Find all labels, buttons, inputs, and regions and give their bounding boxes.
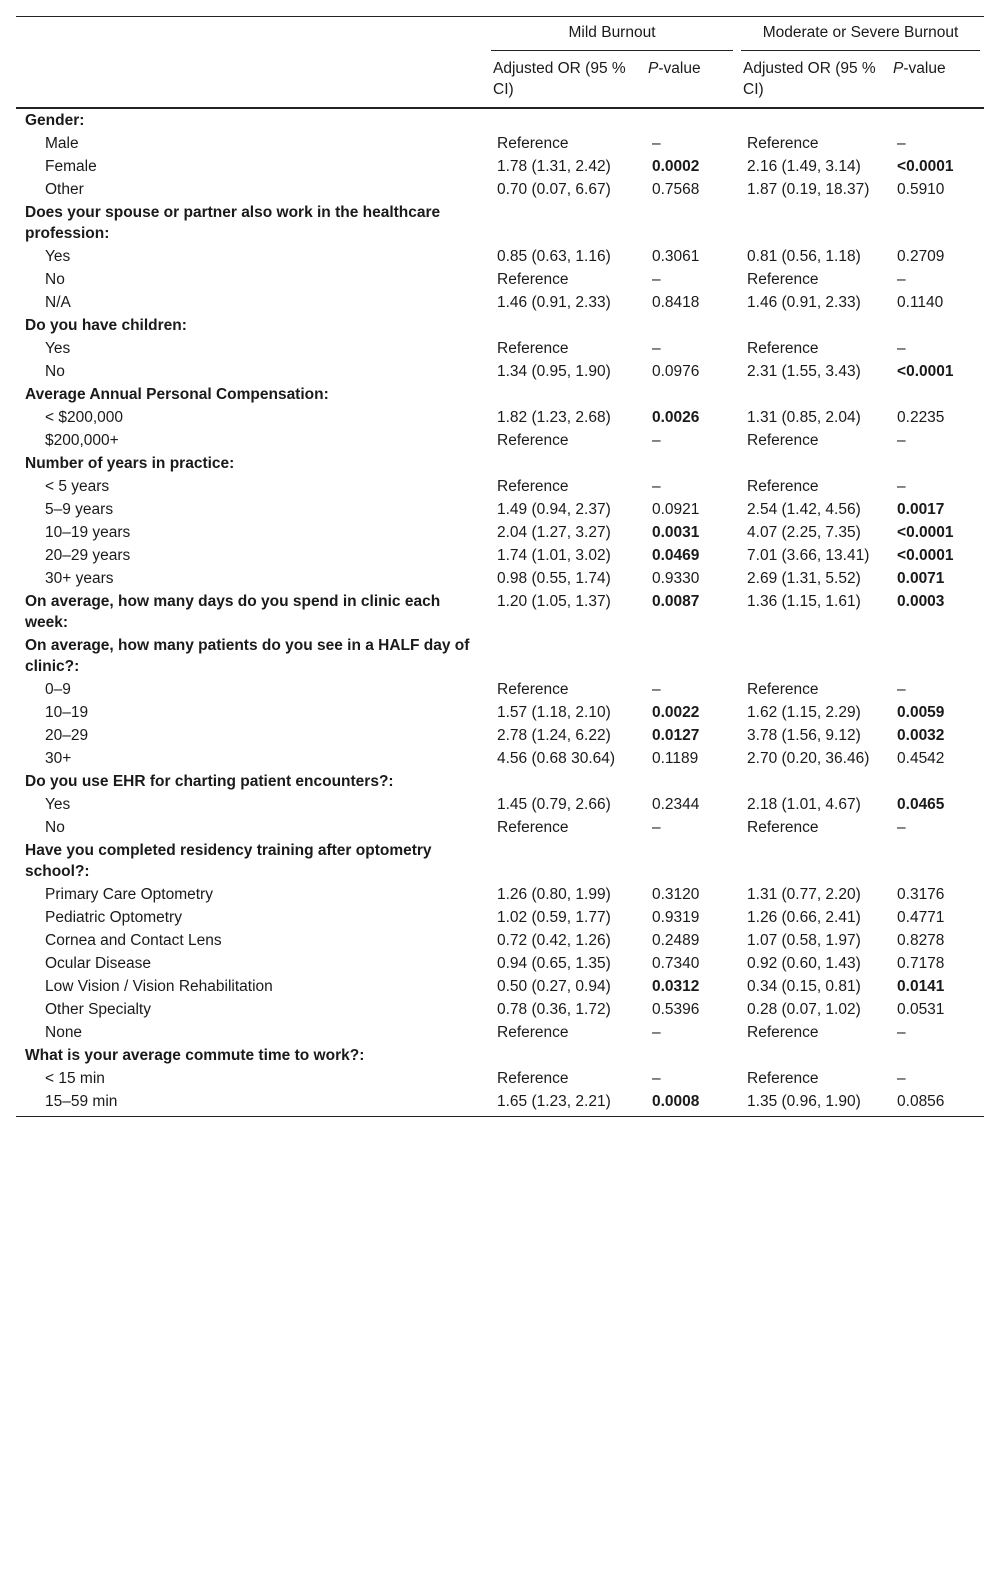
p-moderate-value: 0.0856 bbox=[887, 1090, 984, 1117]
empty-cell bbox=[487, 383, 642, 406]
p-moderate-value: – bbox=[897, 135, 906, 152]
p-mild-value: 0.0312 bbox=[652, 978, 700, 995]
p-mild-value: – bbox=[652, 271, 661, 288]
empty-cell bbox=[642, 452, 737, 475]
or-mild-value: 0.78 (0.36, 1.72) bbox=[497, 1001, 611, 1018]
or-moderate-value: 3.78 (1.56, 9.12) bbox=[747, 727, 861, 744]
or-mild-value: 4.56 (0.68 30.64) bbox=[497, 750, 616, 767]
row-label: None bbox=[45, 1024, 83, 1041]
or-mild-value: 1.46 (0.91, 2.33) bbox=[497, 294, 611, 311]
or-mild-value: Reference bbox=[497, 271, 569, 288]
p-mild-value: 0.0921 bbox=[652, 501, 700, 518]
p-suffix-label: -value bbox=[903, 60, 946, 77]
or-mild-value: Reference bbox=[497, 478, 569, 495]
p-moderate-value: 0.0017 bbox=[897, 501, 945, 518]
row-label: 30+ years bbox=[45, 570, 114, 587]
section-row bbox=[16, 839, 984, 883]
p-moderate-value: <0.0001 bbox=[897, 524, 954, 541]
or-moderate-value: 0.81 (0.56, 1.18) bbox=[747, 248, 861, 265]
empty-cell bbox=[737, 201, 887, 245]
or-mild-value: 2.78 (1.24, 6.22) bbox=[497, 727, 611, 744]
row-label: Ocular Disease bbox=[45, 955, 151, 972]
row-label: On average, how many days do you spend in clinic each week: bbox=[25, 593, 441, 631]
empty-cell bbox=[887, 108, 984, 132]
p-moderate-value: 0.2235 bbox=[897, 409, 945, 426]
or-mild-value: 1.82 (1.23, 2.68) bbox=[497, 409, 611, 426]
table-row bbox=[16, 724, 984, 747]
section-row bbox=[16, 314, 984, 337]
or-moderate-value: 2.31 (1.55, 3.43) bbox=[747, 363, 861, 380]
row-label: No bbox=[45, 271, 65, 288]
row-label: Other bbox=[45, 181, 84, 198]
empty-cell bbox=[737, 383, 887, 406]
p-italic-label: P bbox=[648, 60, 659, 77]
p-moderate-value: 0.1140 bbox=[897, 294, 944, 311]
p-mild-value: 0.0031 bbox=[652, 524, 700, 541]
section-label: Number of years in practice: bbox=[25, 455, 235, 472]
or-mild-value: 1.57 (1.18, 2.10) bbox=[497, 704, 611, 721]
row-label: < $200,000 bbox=[45, 409, 124, 426]
or-moderate-value: Reference bbox=[747, 681, 819, 698]
p-moderate-value: 0.8278 bbox=[897, 932, 945, 949]
p-mild-value: 0.3061 bbox=[652, 248, 700, 265]
row-label: < 15 min bbox=[45, 1070, 105, 1087]
empty-cell bbox=[487, 314, 642, 337]
p-mild-value: 0.0026 bbox=[652, 409, 700, 426]
p-moderate-value: 0.0032 bbox=[897, 727, 945, 744]
table-body bbox=[16, 108, 984, 1117]
table-row bbox=[16, 793, 984, 816]
table-row bbox=[16, 701, 984, 724]
section-row bbox=[16, 634, 984, 678]
row-label: No bbox=[45, 363, 65, 380]
section-row bbox=[16, 383, 984, 406]
or-moderate-value: 1.62 (1.15, 2.29) bbox=[747, 704, 861, 721]
p-moderate-value: <0.0001 bbox=[897, 363, 954, 380]
or-mild-value: 1.20 (1.05, 1.37) bbox=[497, 593, 611, 610]
p-mild-value: 0.0008 bbox=[642, 1090, 737, 1117]
p-mild-value: 0.0087 bbox=[652, 593, 700, 610]
empty-cell bbox=[642, 383, 737, 406]
p-mild-value: 0.2489 bbox=[652, 932, 700, 949]
section-label: Gender: bbox=[25, 112, 85, 129]
header-blank-2 bbox=[16, 58, 487, 108]
or-moderate-value: 2.54 (1.42, 4.56) bbox=[747, 501, 861, 518]
table-row bbox=[16, 268, 984, 291]
empty-cell bbox=[737, 634, 887, 678]
p-moderate-value: 0.0465 bbox=[897, 796, 945, 813]
row-label: Primary Care Optometry bbox=[45, 886, 213, 903]
p-moderate-value: 0.0531 bbox=[897, 1001, 945, 1018]
or-moderate-value: 2.18 (1.01, 4.67) bbox=[747, 796, 861, 813]
row-label: Yes bbox=[45, 340, 71, 357]
or-moderate-value: 0.92 (0.60, 1.43) bbox=[747, 955, 861, 972]
p-moderate-value: 0.0003 bbox=[897, 593, 945, 610]
p-mild-value: 0.7568 bbox=[652, 181, 700, 198]
section-label: Do you use EHR for charting patient encounters?: bbox=[25, 773, 394, 790]
empty-cell bbox=[737, 108, 887, 132]
p-moderate-value: 0.3176 bbox=[897, 886, 945, 903]
p-moderate-value: – bbox=[897, 1024, 906, 1041]
empty-cell bbox=[487, 839, 642, 883]
p-suffix-label: -value bbox=[658, 60, 701, 77]
row-label: Female bbox=[45, 158, 97, 175]
or-moderate-value: 1.07 (0.58, 1.97) bbox=[747, 932, 861, 949]
table-row bbox=[16, 337, 984, 360]
or-mild-value: 1.45 (0.79, 2.66) bbox=[497, 796, 611, 813]
section-label: Have you completed residency training after optometry school?: bbox=[25, 842, 432, 880]
empty-cell bbox=[487, 201, 642, 245]
table-row bbox=[16, 1067, 984, 1090]
table-row bbox=[16, 906, 984, 929]
row-label: 20–29 years bbox=[45, 547, 131, 564]
row-label: 20–29 bbox=[45, 727, 89, 744]
p-moderate-value: 0.0071 bbox=[897, 570, 945, 587]
p-mild-value: 0.0002 bbox=[652, 158, 700, 175]
section-row bbox=[16, 108, 984, 132]
or-mild-value: Reference bbox=[497, 681, 569, 698]
empty-cell bbox=[887, 1044, 984, 1067]
p-mild-value: – bbox=[652, 478, 661, 495]
row-label: $200,000+ bbox=[45, 432, 119, 449]
row-label: Cornea and Contact Lens bbox=[45, 932, 222, 949]
row-label: 10–19 years bbox=[45, 524, 131, 541]
or-mild-value: Reference bbox=[497, 432, 569, 449]
or-moderate-value: Reference bbox=[747, 478, 819, 495]
or-moderate-value: Reference bbox=[747, 819, 819, 836]
p-moderate-value: 0.4771 bbox=[897, 909, 945, 926]
burnout-odds-table bbox=[16, 16, 984, 1117]
or-moderate-value: 1.31 (0.77, 2.20) bbox=[747, 886, 861, 903]
or-mild-value: 0.50 (0.27, 0.94) bbox=[497, 978, 611, 995]
table-row bbox=[16, 544, 984, 567]
section-label: On average, how many patients do you see in a HALF day of clinic?: bbox=[25, 637, 470, 675]
p-moderate-value: – bbox=[897, 340, 906, 357]
empty-cell bbox=[737, 1044, 887, 1067]
row-label: 15–59 min bbox=[16, 1090, 487, 1117]
header-or-mild: Adjusted OR (95 % CI) bbox=[487, 58, 642, 108]
p-moderate-value: – bbox=[897, 432, 906, 449]
header-p-moderate bbox=[887, 58, 984, 108]
p-mild-value: – bbox=[652, 340, 661, 357]
table-row bbox=[16, 406, 984, 429]
or-moderate-value: Reference bbox=[747, 271, 819, 288]
or-mild-value: Reference bbox=[497, 340, 569, 357]
p-mild-value: 0.5396 bbox=[652, 1001, 700, 1018]
empty-cell bbox=[487, 770, 642, 793]
row-label: Yes bbox=[45, 248, 71, 265]
table-row bbox=[16, 245, 984, 268]
table-row bbox=[16, 360, 984, 383]
p-moderate-value: 0.5910 bbox=[897, 181, 945, 198]
table-row bbox=[16, 475, 984, 498]
table-row bbox=[16, 998, 984, 1021]
or-moderate-value: Reference bbox=[747, 1024, 819, 1041]
or-moderate-value: Reference bbox=[747, 135, 819, 152]
empty-cell bbox=[487, 452, 642, 475]
p-mild-value: – bbox=[652, 1070, 661, 1087]
row-label: N/A bbox=[45, 294, 71, 311]
empty-cell bbox=[487, 634, 642, 678]
p-moderate-value: – bbox=[897, 271, 906, 288]
p-moderate-value: – bbox=[897, 1070, 906, 1087]
section-label: Does your spouse or partner also work in the healthcare profession: bbox=[25, 204, 441, 242]
row-label: 0–9 bbox=[45, 681, 71, 698]
p-mild-value: – bbox=[652, 819, 661, 836]
row-label: Low Vision / Vision Rehabilitation bbox=[45, 978, 273, 995]
section-row bbox=[16, 201, 984, 245]
p-moderate-value: <0.0001 bbox=[897, 547, 954, 564]
or-moderate-value: Reference bbox=[747, 432, 819, 449]
or-mild-value: 1.78 (1.31, 2.42) bbox=[497, 158, 611, 175]
or-mild-value: Reference bbox=[497, 1024, 569, 1041]
row-label: 5–9 years bbox=[45, 501, 114, 518]
p-mild-value: 0.3120 bbox=[652, 886, 700, 903]
p-moderate-value: 0.2709 bbox=[897, 248, 945, 265]
empty-cell bbox=[487, 108, 642, 132]
empty-cell bbox=[642, 839, 737, 883]
or-moderate-value: 2.16 (1.49, 3.14) bbox=[747, 158, 861, 175]
p-italic-label: P bbox=[893, 60, 904, 77]
p-mild-value: 0.0976 bbox=[652, 363, 700, 380]
or-mild-value: 0.98 (0.55, 1.74) bbox=[497, 570, 611, 587]
table-row bbox=[16, 747, 984, 770]
table-row bbox=[16, 678, 984, 701]
or-mild-value: 0.72 (0.42, 1.26) bbox=[497, 932, 611, 949]
table-row bbox=[16, 952, 984, 975]
p-moderate-value: – bbox=[897, 681, 906, 698]
table-row bbox=[16, 521, 984, 544]
or-mild-value: 0.85 (0.63, 1.16) bbox=[497, 248, 611, 265]
p-moderate-value: – bbox=[897, 819, 906, 836]
row-label: 30+ bbox=[45, 750, 72, 767]
row-label: Male bbox=[45, 135, 79, 152]
table-row bbox=[16, 429, 984, 452]
or-mild-value: Reference bbox=[497, 819, 569, 836]
table-row bbox=[16, 132, 984, 155]
empty-cell bbox=[642, 770, 737, 793]
or-mild-value: 1.34 (0.95, 1.90) bbox=[497, 363, 611, 380]
p-mild-value: 0.2344 bbox=[652, 796, 700, 813]
table-row bbox=[16, 929, 984, 952]
or-mild-value: 0.70 (0.07, 6.67) bbox=[497, 181, 611, 198]
or-moderate-value: 0.28 (0.07, 1.02) bbox=[747, 1001, 861, 1018]
p-mild-value: 0.7340 bbox=[652, 955, 700, 972]
table-row bbox=[16, 816, 984, 839]
or-mild-value: Reference bbox=[497, 135, 569, 152]
p-moderate-value: 0.7178 bbox=[897, 955, 945, 972]
empty-cell bbox=[887, 201, 984, 245]
table-row bbox=[16, 178, 984, 201]
empty-cell bbox=[642, 1044, 737, 1067]
group-mild-label: Mild Burnout bbox=[491, 22, 733, 51]
or-moderate-value: 1.46 (0.91, 2.33) bbox=[747, 294, 861, 311]
p-mild-value: – bbox=[652, 432, 661, 449]
header-group-moderate-severe bbox=[737, 17, 984, 59]
empty-cell bbox=[737, 839, 887, 883]
empty-cell bbox=[737, 770, 887, 793]
p-mild-value: – bbox=[652, 681, 661, 698]
empty-cell bbox=[737, 452, 887, 475]
p-moderate-value: 0.4542 bbox=[897, 750, 945, 767]
p-moderate-value: 0.0141 bbox=[897, 978, 945, 995]
header-p-mild bbox=[642, 58, 737, 108]
section-label: Do you have children: bbox=[25, 317, 187, 334]
row-label: Yes bbox=[45, 796, 71, 813]
section-label: What is your average commute time to work?: bbox=[25, 1047, 365, 1064]
row-label: Pediatric Optometry bbox=[45, 909, 182, 926]
empty-cell bbox=[887, 452, 984, 475]
header-blank bbox=[16, 17, 487, 59]
or-mild-value: 0.94 (0.65, 1.35) bbox=[497, 955, 611, 972]
empty-cell bbox=[887, 839, 984, 883]
or-moderate-value: 4.07 (2.25, 7.35) bbox=[747, 524, 861, 541]
empty-cell bbox=[642, 108, 737, 132]
or-moderate-value: 1.87 (0.19, 18.37) bbox=[747, 181, 870, 198]
or-moderate-value: Reference bbox=[747, 340, 819, 357]
section-row bbox=[16, 452, 984, 475]
p-mild-value: 0.0022 bbox=[652, 704, 700, 721]
section-row bbox=[16, 770, 984, 793]
p-mild-value: – bbox=[652, 135, 661, 152]
p-mild-value: – bbox=[652, 1024, 661, 1041]
p-moderate-value: <0.0001 bbox=[897, 158, 954, 175]
row-label: 10–19 bbox=[45, 704, 89, 721]
or-moderate-value: 2.70 (0.20, 36.46) bbox=[747, 750, 870, 767]
or-mild-value: 1.65 (1.23, 2.21) bbox=[487, 1090, 642, 1117]
or-moderate-value: 7.01 (3.66, 13.41) bbox=[747, 547, 870, 564]
p-moderate-value: 0.0059 bbox=[897, 704, 945, 721]
table-row bbox=[16, 1090, 984, 1117]
table-row bbox=[16, 155, 984, 178]
empty-cell bbox=[487, 1044, 642, 1067]
p-mild-value: 0.9330 bbox=[652, 570, 700, 587]
p-mild-value: 0.9319 bbox=[652, 909, 700, 926]
or-moderate-value: 1.26 (0.66, 2.41) bbox=[747, 909, 861, 926]
p-mild-value: 0.0127 bbox=[652, 727, 700, 744]
empty-cell bbox=[887, 770, 984, 793]
table-header bbox=[16, 17, 984, 109]
header-or-moderate: Adjusted OR (95 % CI) bbox=[737, 58, 887, 108]
empty-cell bbox=[642, 201, 737, 245]
or-mild-value: 1.74 (1.01, 3.02) bbox=[497, 547, 611, 564]
empty-cell bbox=[887, 314, 984, 337]
empty-cell bbox=[737, 314, 887, 337]
row-label: < 5 years bbox=[45, 478, 110, 495]
empty-cell bbox=[887, 383, 984, 406]
row-label: No bbox=[45, 819, 65, 836]
group-moderate-label: Moderate or Severe Burnout bbox=[741, 22, 980, 51]
or-moderate-value: 1.36 (1.15, 1.61) bbox=[747, 593, 861, 610]
or-moderate-value: 0.34 (0.15, 0.81) bbox=[747, 978, 861, 995]
empty-cell bbox=[642, 314, 737, 337]
or-mild-value: 2.04 (1.27, 3.27) bbox=[497, 524, 611, 541]
section-label: Average Annual Personal Compensation: bbox=[25, 386, 329, 403]
or-mild-value: 1.49 (0.94, 2.37) bbox=[497, 501, 611, 518]
or-moderate-value: Reference bbox=[747, 1070, 819, 1087]
or-mild-value: 1.26 (0.80, 1.99) bbox=[497, 886, 611, 903]
p-mild-value: 0.0469 bbox=[652, 547, 700, 564]
or-mild-value: 1.02 (0.59, 1.77) bbox=[497, 909, 611, 926]
table-row bbox=[16, 883, 984, 906]
or-moderate-value: 1.35 (0.96, 1.90) bbox=[737, 1090, 887, 1117]
table-row bbox=[16, 291, 984, 314]
table-row bbox=[16, 567, 984, 590]
or-moderate-value: 2.69 (1.31, 5.52) bbox=[747, 570, 861, 587]
p-mild-value: 0.1189 bbox=[652, 750, 699, 767]
or-mild-value: Reference bbox=[497, 1070, 569, 1087]
p-moderate-value: – bbox=[897, 478, 906, 495]
section-value-row bbox=[16, 590, 984, 634]
table-row bbox=[16, 975, 984, 998]
section-row bbox=[16, 1044, 984, 1067]
table-row bbox=[16, 1021, 984, 1044]
table-row bbox=[16, 498, 984, 521]
or-moderate-value: 1.31 (0.85, 2.04) bbox=[747, 409, 861, 426]
empty-cell bbox=[887, 634, 984, 678]
row-label: Other Specialty bbox=[45, 1001, 151, 1018]
empty-cell bbox=[642, 634, 737, 678]
p-mild-value: 0.8418 bbox=[652, 294, 700, 311]
header-group-mild bbox=[487, 17, 737, 59]
